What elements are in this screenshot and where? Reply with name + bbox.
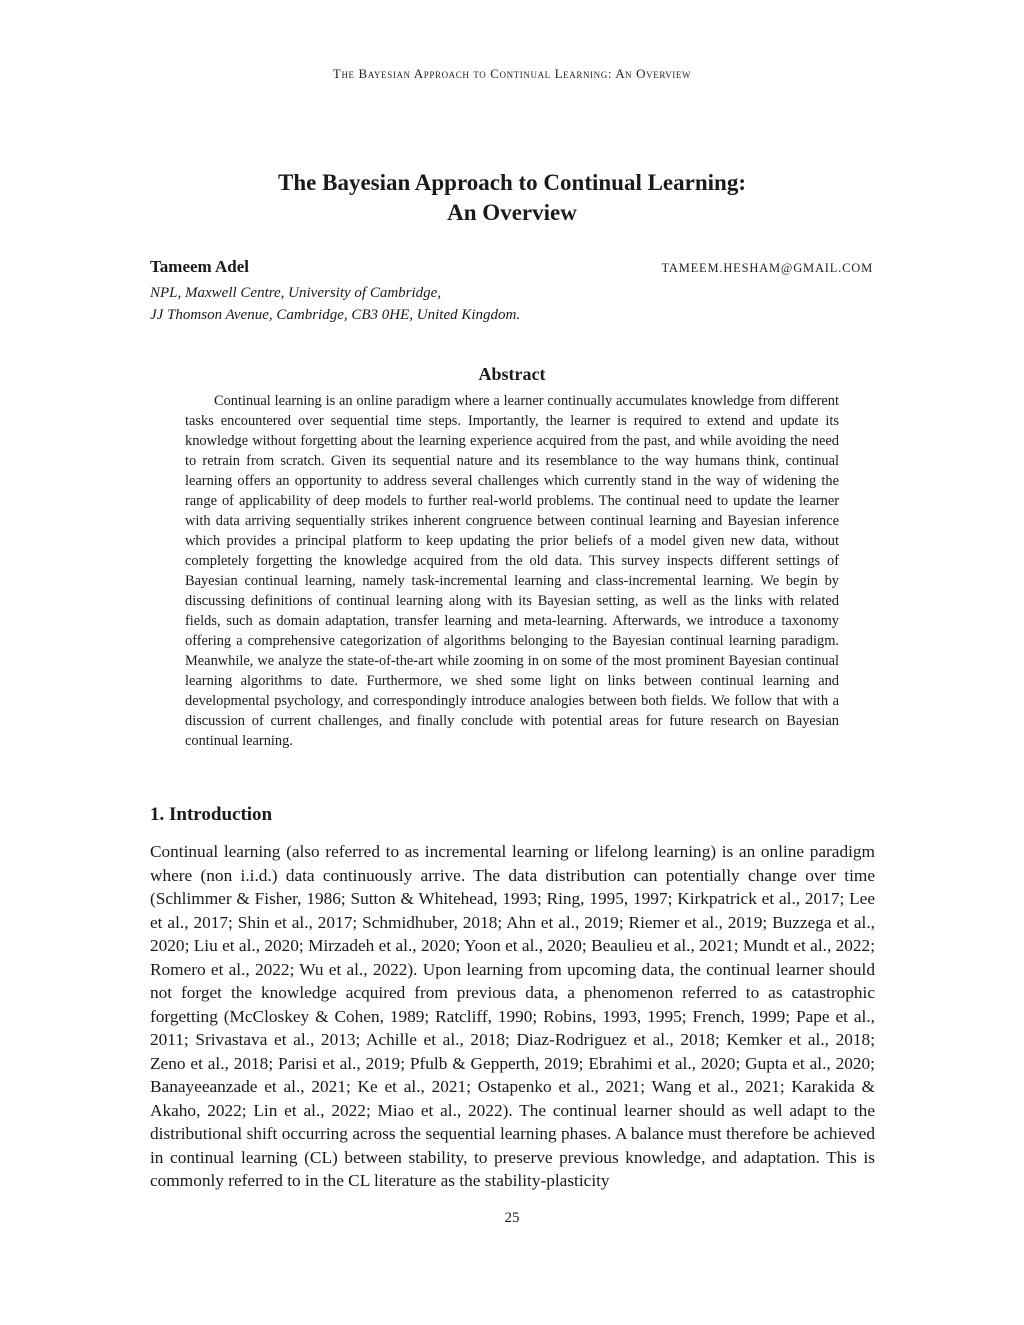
paper-title-line-1: The Bayesian Approach to Continual Learning:	[278, 170, 746, 195]
affiliation-line-1: NPL, Maxwell Centre, University of Cambridge,	[150, 285, 442, 301]
introduction-paragraph: Continual learning (also referred to as incremental learning or lifelong learning) is an online paradigm where (non i.i.d.) data continuously arrive. The data distribution can potentially change over time (Schlimmer & Fisher, 1986; Sutton & Whitehead, 1993; Ring, 1995, 1997; Kirkpatrick et al., 2017; Lee et al., 2017; Shin et al., 2017; Schmidhuber, 2018; Ahn et al., 2019; Riemer et al., 2019; Buzzega et al., 2020; Liu et al., 2020; Mirzadeh et al., 2020; Yoon et al., 2020; Beaulieu et al., 2021; Mundt et al., 2022; Romero et al., 2022; Wu et al., 2022). Upon learning from upcoming data, the continual learner should not forget the knowledge acquired from previous data, a phenomenon referred to as catastrophic forgetting (McCloskey & Cohen, 1989; Ratcliff, 1990; Robins, 1993, 1995; French, 1999; Pape et al., 2011; Srivastava et al., 2013; Achille et al., 2018; Diaz-Rodriguez et al., 2018; Kemker et al., 2018; Zeno et al., 2018; Parisi et al., 2019; Pfulb & Gepperth, 2019; Ebrahimi et al., 2020; Gupta et al., 2020; Banayeeanzade et al., 2021; Ke et al., 2021; Ostapenko et al., 2021; Wang et al., 2021; Karakida & Akaho, 2022; Lin et al., 2022; Miao et al., 2022). The continual learner should as well adapt to the distributional shift occurring across the sequential learning phases. A balance must therefore be achieved in continual learning (CL) between stability, to preserve previous knowledge, and adaptation. This is commonly referred to in the CL literature as the stability-plasticity	[150, 842, 875, 1190]
section-heading-introduction: 1. Introduction	[150, 804, 273, 825]
paper-title	[112, 168, 912, 228]
author-name: Tameem Adel	[150, 257, 250, 276]
affiliation-line-2: JJ Thomson Avenue, Cambridge, CB3 0HE, United Kingdom.	[150, 307, 521, 323]
page-number: 25	[504, 1210, 520, 1226]
abstract-heading: Abstract	[478, 364, 546, 384]
paper-title-line-2: An Overview	[447, 200, 577, 225]
author-email: TAMEEM.HESHAM@GMAIL.COM	[661, 261, 873, 275]
author-affiliation	[150, 282, 520, 326]
running-header: The Bayesian Approach to Continual Learning: An Overview	[332, 66, 692, 81]
abstract-text: Continual learning is an online paradigm where a learner continually accumulates knowledge from different tasks encountered over sequential time steps. Importantly, the learner is required to extend and update its knowledge without forgetting about the learning experience acquired from the past, and while avoiding the need to retrain from scratch. Given its sequential nature and its resemblance to the way humans think, continual learning offers an opportunity to address several challenges which currently stand in the way of widening the range of applicability of deep models to further real-world problems. The continual need to update the learner with data arriving sequentially strikes inherent congruence between continual learning and Bayesian inference which provides a principal platform to keep updating the prior beliefs of a model given new data, without completely forgetting the knowledge acquired from the old data. This survey inspects different settings of Bayesian continual learning, namely task-incremental learning and class-incremental learning. We begin by discussing definitions of continual learning along with its Bayesian setting, as well as the links with related fields, such as domain adaptation, transfer learning and meta-learning. Afterwards, we introduce a taxonomy offering a comprehensive categorization of algorithms belonging to the Bayesian continual learning paradigm. Meanwhile, we analyze the state-of-the-art while zooming in on some of the most prominent Bayesian continual learning algorithms to date. Furthermore, we shed some light on links between continual learning and developmental psychology, and correspondingly introduce analogies between both fields. We follow that with a discussion of current challenges, and finally conclude with potential areas for future research on Bayesian continual learning.	[185, 393, 839, 749]
